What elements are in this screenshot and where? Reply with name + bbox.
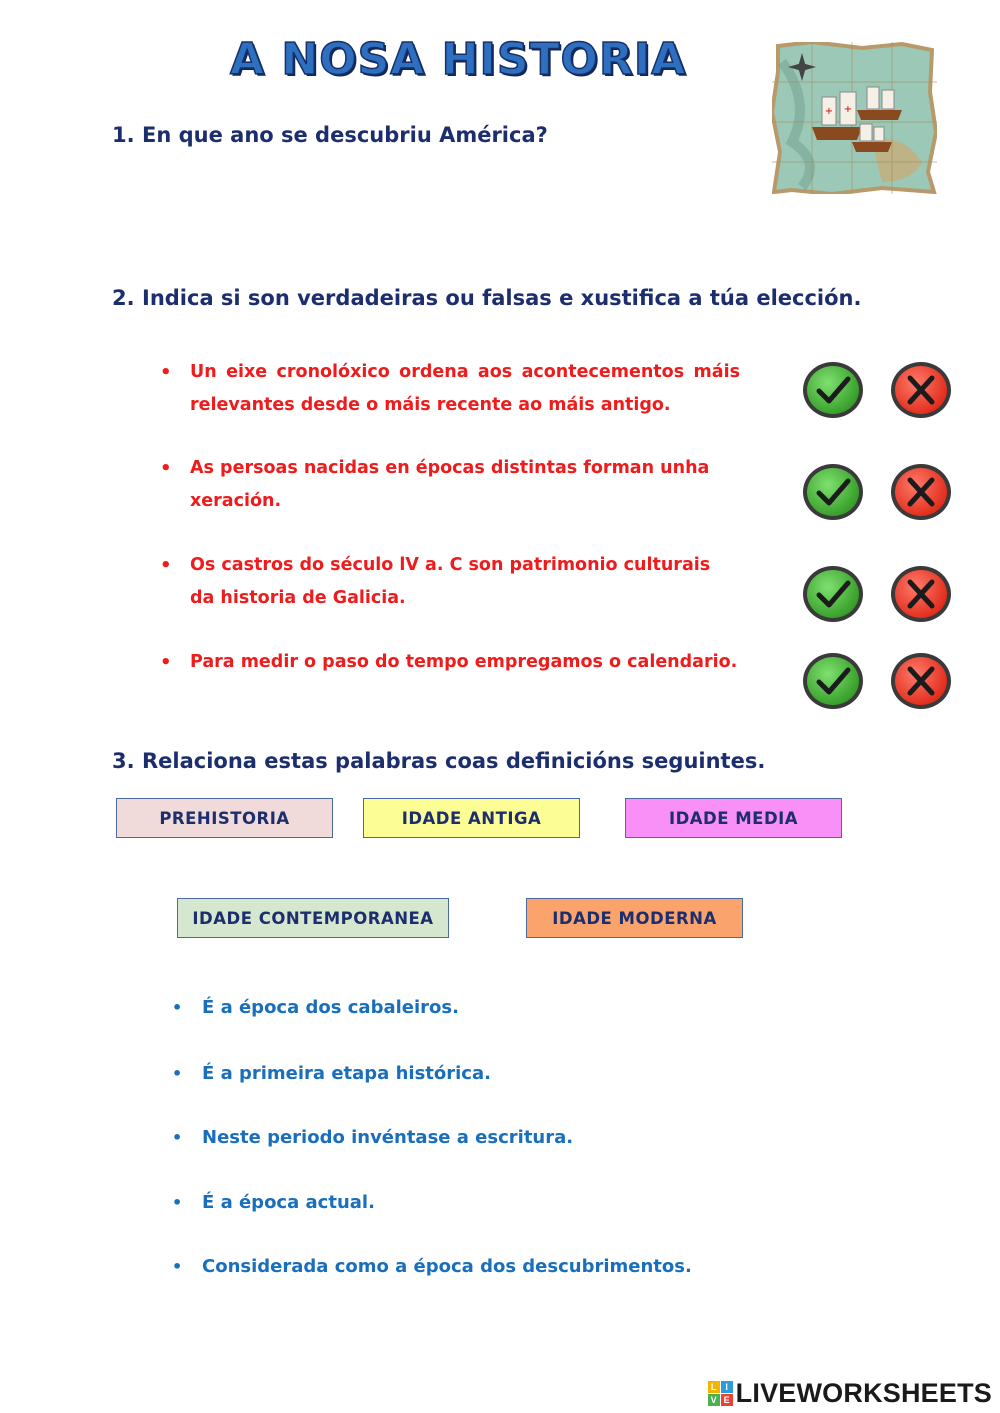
bullet: • (172, 1064, 183, 1083)
x-icon (895, 657, 947, 705)
definition-4[interactable] (172, 1192, 375, 1213)
bullet: • (160, 652, 172, 673)
definition-1[interactable] (172, 997, 459, 1018)
question-3 (112, 749, 765, 773)
question-1-number: 1. (112, 123, 135, 147)
statement-text: Para medir o paso do tempo empregamos o calendario. (190, 652, 738, 672)
bullet: • (172, 1257, 183, 1276)
x-icon (895, 366, 947, 414)
map-ships-illustration (772, 42, 937, 194)
definition-text: É a época actual. (202, 1192, 375, 1213)
false-button-1[interactable] (891, 362, 951, 418)
page-title: A NOSA HISTORIA (230, 34, 687, 85)
word-idade-media[interactable]: IDADE MEDIA (625, 798, 842, 838)
false-button-4[interactable] (891, 653, 951, 709)
statement-3 (160, 549, 720, 615)
bullet: • (160, 362, 172, 383)
true-button-2[interactable] (803, 464, 863, 520)
x-icon (895, 468, 947, 516)
false-button-2[interactable] (891, 464, 951, 520)
definition-text: É a época dos cabaleiros. (202, 997, 459, 1018)
liveworksheets-logo (708, 1376, 992, 1410)
definition-3[interactable] (172, 1127, 573, 1148)
x-icon (895, 570, 947, 618)
bullet: • (172, 1128, 183, 1147)
statement-2 (160, 452, 720, 518)
true-button-3[interactable] (803, 566, 863, 622)
question-2-text: Indica si son verdadeiras ou falsas e xustifica a túa elección. (142, 286, 862, 310)
bullet: • (160, 458, 172, 479)
check-icon (807, 468, 859, 516)
question-3-number: 3. (112, 749, 135, 773)
definition-5[interactable] (172, 1256, 692, 1277)
check-icon (807, 657, 859, 705)
check-icon (807, 366, 859, 414)
word-prehistoria[interactable]: PREHISTORIA (116, 798, 333, 838)
word-idade-contemporanea[interactable]: IDADE CONTEMPORANEA (177, 898, 449, 938)
definition-text: Neste periodo invéntase a escritura. (202, 1127, 574, 1148)
definition-text: É a primeira etapa histórica. (202, 1063, 491, 1084)
word-idade-antiga[interactable]: IDADE ANTIGA (363, 798, 580, 838)
svg-text:+: + (843, 104, 853, 115)
true-button-4[interactable] (803, 653, 863, 709)
question-3-text: Relaciona estas palabras coas definicións seguintes. (142, 749, 766, 773)
statement-text: As persoas nacidas en épocas distintas forman unha xeración. (190, 458, 710, 511)
check-icon (807, 570, 859, 618)
true-button-1[interactable] (803, 362, 863, 418)
svg-text:+: + (824, 106, 834, 117)
question-1 (112, 123, 548, 147)
liveworksheets-logo-text: LIVEWORKSHEETS (735, 1377, 992, 1408)
word-idade-moderna[interactable]: IDADE MODERNA (526, 898, 743, 938)
liveworksheets-logo-icon: L I V E (708, 1381, 733, 1406)
statement-4 (160, 646, 740, 679)
bullet: • (160, 555, 172, 576)
bullet: • (172, 1193, 183, 1212)
question-1-text: En que ano se descubriu América? (142, 123, 548, 147)
bullet: • (172, 998, 183, 1017)
statement-1 (160, 356, 740, 422)
definition-2[interactable] (172, 1063, 491, 1084)
false-button-3[interactable] (891, 566, 951, 622)
definition-text: Considerada como a época dos descubrimentos. (202, 1256, 692, 1277)
question-2 (112, 286, 861, 310)
statement-text: Un eixe cronolóxico ordena aos acontecementos máis relevantes desde o máis recente ao máis antigo. (190, 362, 740, 415)
question-2-number: 2. (112, 286, 135, 310)
statement-text: Os castros do século lV a. C son patrimonio culturais da historia de Galicia. (190, 555, 711, 608)
